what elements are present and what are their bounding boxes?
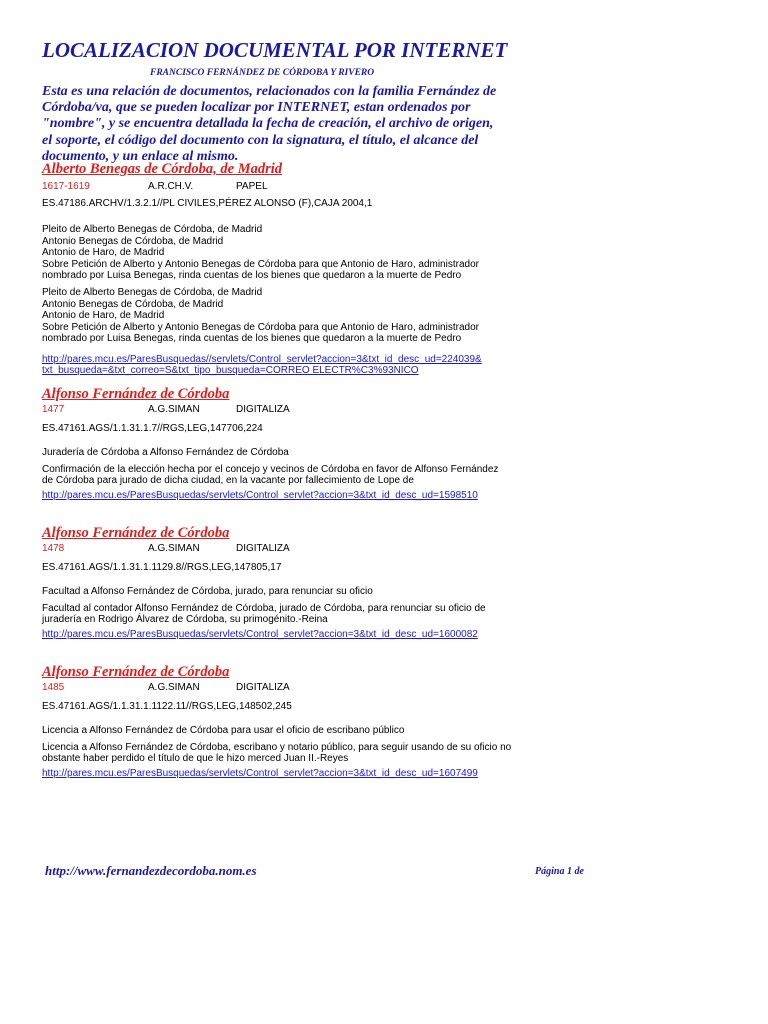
entry-support: DIGITALIZA — [236, 404, 290, 415]
entry-link[interactable]: http://pares.mcu.es/ParesBusquedas//servlets/Control_servlet?accion=3&txt_id_desc_ud=224039& — [42, 353, 482, 365]
entry-title-text: Pleito de Alberto Benegas de Córdoba, de Madrid Antonio Benegas de Córdoba, de Madrid Antonio de Haro, de Madrid Sobre Petición de Alberto y Antonio Benegas de Córdoba para que Antonio de Haro, administrador nombrado por Luisa Benegas, rinda cuentas de los bienes que quedaron a la muerte de Pedro — [42, 224, 479, 282]
entry-support: DIGITALIZA — [236, 543, 290, 554]
entry-signature: ES.47161.AGS/1.1.31.1.1129.8//RGS,LEG,147805,17 — [42, 562, 282, 573]
entry-support: DIGITALIZA — [236, 682, 290, 693]
entry-archive: A.G.SIMAN — [148, 682, 200, 693]
entry-year: 1617-1619 — [42, 181, 90, 192]
entry-archive: A.R.CH.V. — [148, 181, 194, 192]
entry-link[interactable]: http://pares.mcu.es/ParesBusquedas/servlets/Control_servlet?accion=3&txt_id_desc_ud=1598510 — [42, 489, 478, 501]
entry-meta — [42, 682, 512, 694]
entry-link-continuation[interactable]: txt_busqueda=&txt_correo=S&txt_tipo_busqueda=CORREO ELECTR%C3%93NICO — [42, 364, 419, 376]
author-line: FRANCISCO FERNÁNDEZ DE CÓRDOBA Y RIVERO — [150, 68, 375, 78]
entry-name: Alfonso Fernández de Córdoba — [42, 664, 230, 680]
entry-signature: ES.47161.AGS/1.1.31.1.1122.11//RGS,LEG,148502,245 — [42, 701, 292, 712]
footer-page-number: Página 1 de — [535, 866, 584, 877]
page-title: LOCALIZACION DOCUMENTAL POR INTERNET — [42, 38, 508, 62]
entry-year: 1477 — [42, 404, 65, 415]
entry-signature: ES.47161.AGS/1.1.31.1.7//RGS,LEG,147706,224 — [42, 423, 263, 434]
entry-link[interactable]: http://pares.mcu.es/ParesBusquedas/servlets/Control_servlet?accion=3&txt_id_desc_ud=1607499 — [42, 767, 478, 779]
entry-meta — [42, 181, 512, 193]
document-entry — [42, 386, 512, 501]
entry-archive: A.G.SIMAN — [148, 404, 200, 415]
entry-meta — [42, 404, 512, 416]
entry-scope-text: Confirmación de la elección hecha por el concejo y vecinos de Córdoba en favor de Alfonso Fernández de Córdoba para jurado de dicha ciudad, en la vacante por fallecimiento de Lope de — [42, 463, 499, 487]
entry-name: Alfonso Fernández de Córdoba — [42, 525, 230, 541]
document-entry — [42, 525, 512, 640]
entry-title-text: Juradería de Córdoba a Alfonso Fernández de Córdoba — [42, 447, 289, 458]
intro-paragraph: Esta es una relación de documentos, relacionados con la familia Fernández de Córdoba/va, que se pueden localizar por INTERNET, estan ordenados por "nombre", y se encuentra detallada la fecha de creación, el archivo de origen, el soporte, el código del documento con la signatura, el título, el alcance del documento, y un enlace al mismo. — [42, 84, 497, 164]
entry-year: 1485 — [42, 682, 65, 693]
entry-year: 1478 — [42, 543, 65, 554]
entry-signature: ES.47186.ARCHV/1.3.2.1//PL CIVILES,PÉREZ ALONSO (F),CAJA 2004,1 — [42, 198, 373, 209]
entry-scope-text: Facultad al contador Alfonso Fernández de Córdoba, jurado de Córdoba, para renunciar su oficio de juradería en Rodrigo Álvarez de Córdoba, su primogénito.-Reina — [42, 602, 486, 626]
entry-scope-text: Licencia a Alfonso Fernández de Córdoba, escribano y notario público, para seguir usando de su oficio no obstante haber perdido el título de que le hizo merced Juan II.-Reyes — [42, 741, 512, 765]
entry-support: PAPEL — [236, 181, 268, 192]
entry-title-text: Facultad a Alfonso Fernández de Córdoba, jurado, para renunciar su oficio — [42, 586, 373, 597]
entry-title-text: Licencia a Alfonso Fernández de Córdoba para usar el oficio de escribano público — [42, 725, 405, 736]
entry-link[interactable]: http://pares.mcu.es/ParesBusquedas/servlets/Control_servlet?accion=3&txt_id_desc_ud=1600082 — [42, 628, 478, 640]
entry-name: Alfonso Fernández de Córdoba — [42, 386, 230, 402]
entry-archive: A.G.SIMAN — [148, 543, 200, 554]
entry-name: Alberto Benegas de Córdoba, de Madrid — [42, 161, 283, 177]
entry-scope-text: Pleito de Alberto Benegas de Córdoba, de Madrid Antonio Benegas de Córdoba, de Madrid Antonio de Haro, de Madrid Sobre Petición de Alberto y Antonio Benegas de Córdoba para que Antonio de Haro, administrador nombrado por Luisa Benegas, rinda cuentas de los bienes que quedaron a la muerte de Pedro — [42, 286, 479, 345]
entry-meta — [42, 543, 512, 555]
document-entry — [42, 161, 512, 376]
footer-site-link[interactable]: http://www.fernandezdecordoba.nom.es — [45, 863, 257, 878]
document-entry — [42, 664, 512, 779]
